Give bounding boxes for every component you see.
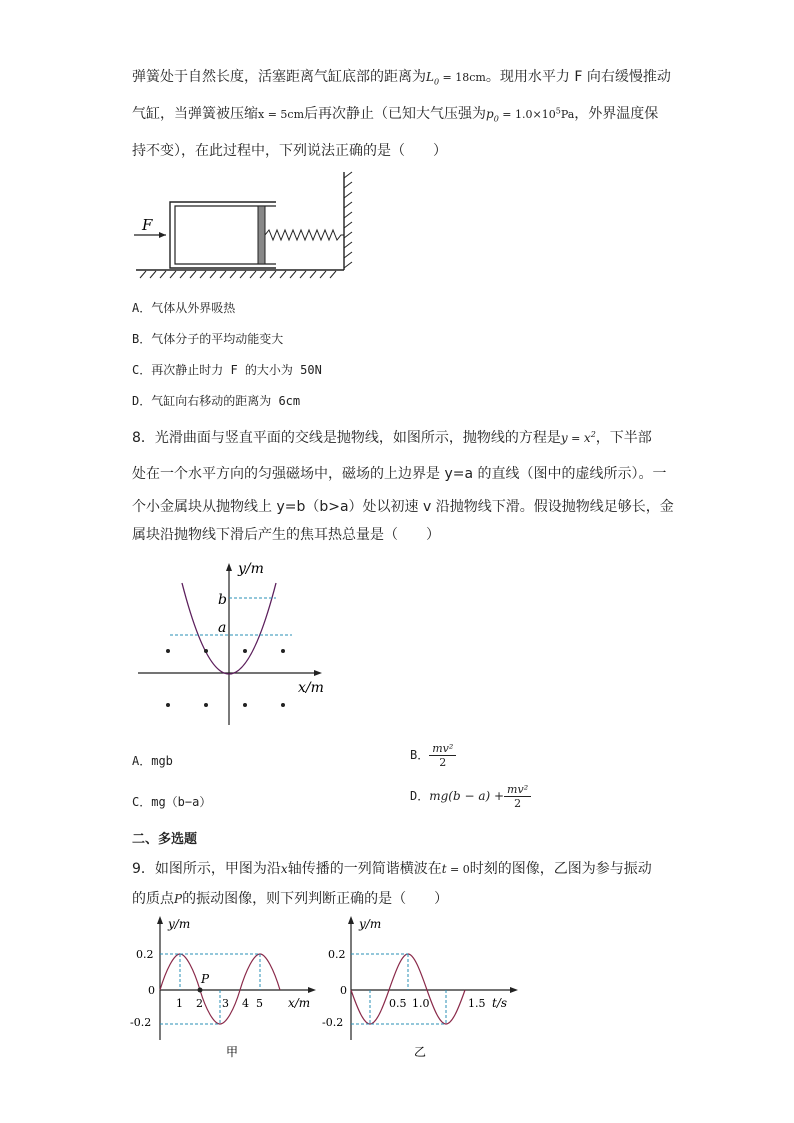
jia-tick-3: 3 [222, 997, 229, 1010]
q7-option-c[interactable]: C．再次静止时力 F 的大小为 50N [132, 363, 322, 377]
jia-y-zero: 0 [148, 984, 155, 997]
q8-line1-a: 8．光滑曲面与竖直平面的交线是抛物线，如图所示，抛物线的方程是 [132, 430, 561, 446]
cylinder-spring-figure [130, 168, 360, 284]
p0-symbol: $p_0$ [486, 107, 499, 124]
x-symbol: x [280, 862, 288, 876]
q7-line2-a: 气缸，当弹簧被压缩 [132, 106, 258, 122]
q8-text-line-1 [132, 427, 652, 447]
q7-line2-b: 后再次静止（已知大气压强为 [304, 106, 487, 122]
y-axis-label: y/m [238, 561, 264, 577]
vibration-graph-yi [322, 912, 522, 1062]
jia-x-axis-label: x/m [288, 996, 311, 1010]
L0-symbol: $L_0$ [426, 70, 440, 87]
jia-tick-2: 2 [196, 997, 203, 1010]
jia-y-top: 0.2 [136, 948, 154, 961]
q9-text-line-1: 9．如图所示，甲图为沿x轴传播的一列简谐横波在t = 0时刻的图像，乙图为参与振动 [132, 861, 652, 877]
q8-text-line-2: 处在一个水平方向的匀强磁场中，磁场的上边界是 y=a 的直线（图中的虚线所示）。一 [132, 466, 667, 482]
q7-line1-b: 。现用水平力 F 向右缓慢推动 [485, 69, 671, 85]
section-title: 二、多选题 [132, 832, 198, 847]
point-P-label: P [201, 972, 210, 986]
q8-option-b[interactable]: B． $\frac{\text{mv²}}{2}$ [410, 742, 456, 769]
q8-line1-b: ，下半部 [595, 430, 652, 446]
jia-y-bottom: -0.2 [130, 1016, 152, 1029]
yi-caption: 乙 [414, 1045, 427, 1059]
yi-x-axis-label: t/s [492, 996, 508, 1010]
q7-option-a[interactable]: A．气体从外界吸热 [132, 301, 236, 315]
q7-text-line-1 [132, 66, 671, 86]
parabola-equation: $y = x^2$ [560, 430, 596, 445]
jia-y-axis-label: y/m [168, 917, 191, 931]
yi-tick-0-5: 0.5 [389, 997, 407, 1010]
jia-tick-1: 1 [176, 997, 183, 1010]
q8-text-line-4: 属块沿抛物线下滑后产生的焦耳热总量是（ ） [132, 527, 440, 543]
jia-tick-5: 5 [256, 997, 263, 1010]
yi-tick-1-5: 1.5 [468, 997, 486, 1010]
a-label: a [218, 620, 227, 636]
yi-tick-1-0: 1.0 [412, 997, 430, 1010]
q7-line2-c: ，外界温度保 [574, 106, 659, 122]
force-label: F [142, 216, 153, 234]
q7-line1-a: 弹簧处于自然长度，活塞距离气缸底部的距离为 [132, 69, 426, 85]
wave-graph-jia [128, 912, 323, 1062]
parabola-figure [130, 555, 340, 730]
t-symbol: t [441, 862, 447, 876]
q8-text-line-3: 个小金属块从抛物线上 y=b（b>a）处以初速 v 沿抛物线下滑。假设抛物线足够长，金 [132, 499, 674, 515]
q7-option-b[interactable]: B．气体分子的平均动能变大 [132, 332, 284, 346]
jia-tick-4: 4 [242, 997, 249, 1010]
jia-caption: 甲 [226, 1045, 239, 1059]
q7-text-line-2 [132, 103, 658, 123]
x-axis-label: x/m [298, 680, 324, 696]
yi-y-top: 0.2 [328, 948, 346, 961]
q7-option-d[interactable]: D．气缸向右移动的距离为 6cm [132, 394, 301, 408]
x-expression: x = 5cm [258, 108, 305, 121]
yi-y-zero: 0 [340, 984, 347, 997]
q9-text-line-2: 的质点P的振动图像，则下列判断正确的是（ ） [132, 891, 449, 907]
P-symbol: P [174, 892, 183, 906]
q8-option-c[interactable]: C．mg（b−a） [132, 795, 212, 809]
q8-option-a[interactable]: A．mgb [132, 754, 173, 768]
q8-option-d[interactable]: D．mg(b − a) + $\frac{\text{mv²}}{2}$ [410, 783, 531, 810]
yi-y-axis-label: y/m [359, 917, 382, 931]
p0-value: = $1.0\times 10^5Pa$ [498, 106, 575, 121]
q7-text-line-3: 持不变），在此过程中，下列说法正确的是（ ） [132, 143, 447, 159]
b-label: b [218, 592, 227, 608]
yi-y-bottom: -0.2 [322, 1016, 344, 1029]
L0-value: = 18cm [439, 71, 486, 84]
